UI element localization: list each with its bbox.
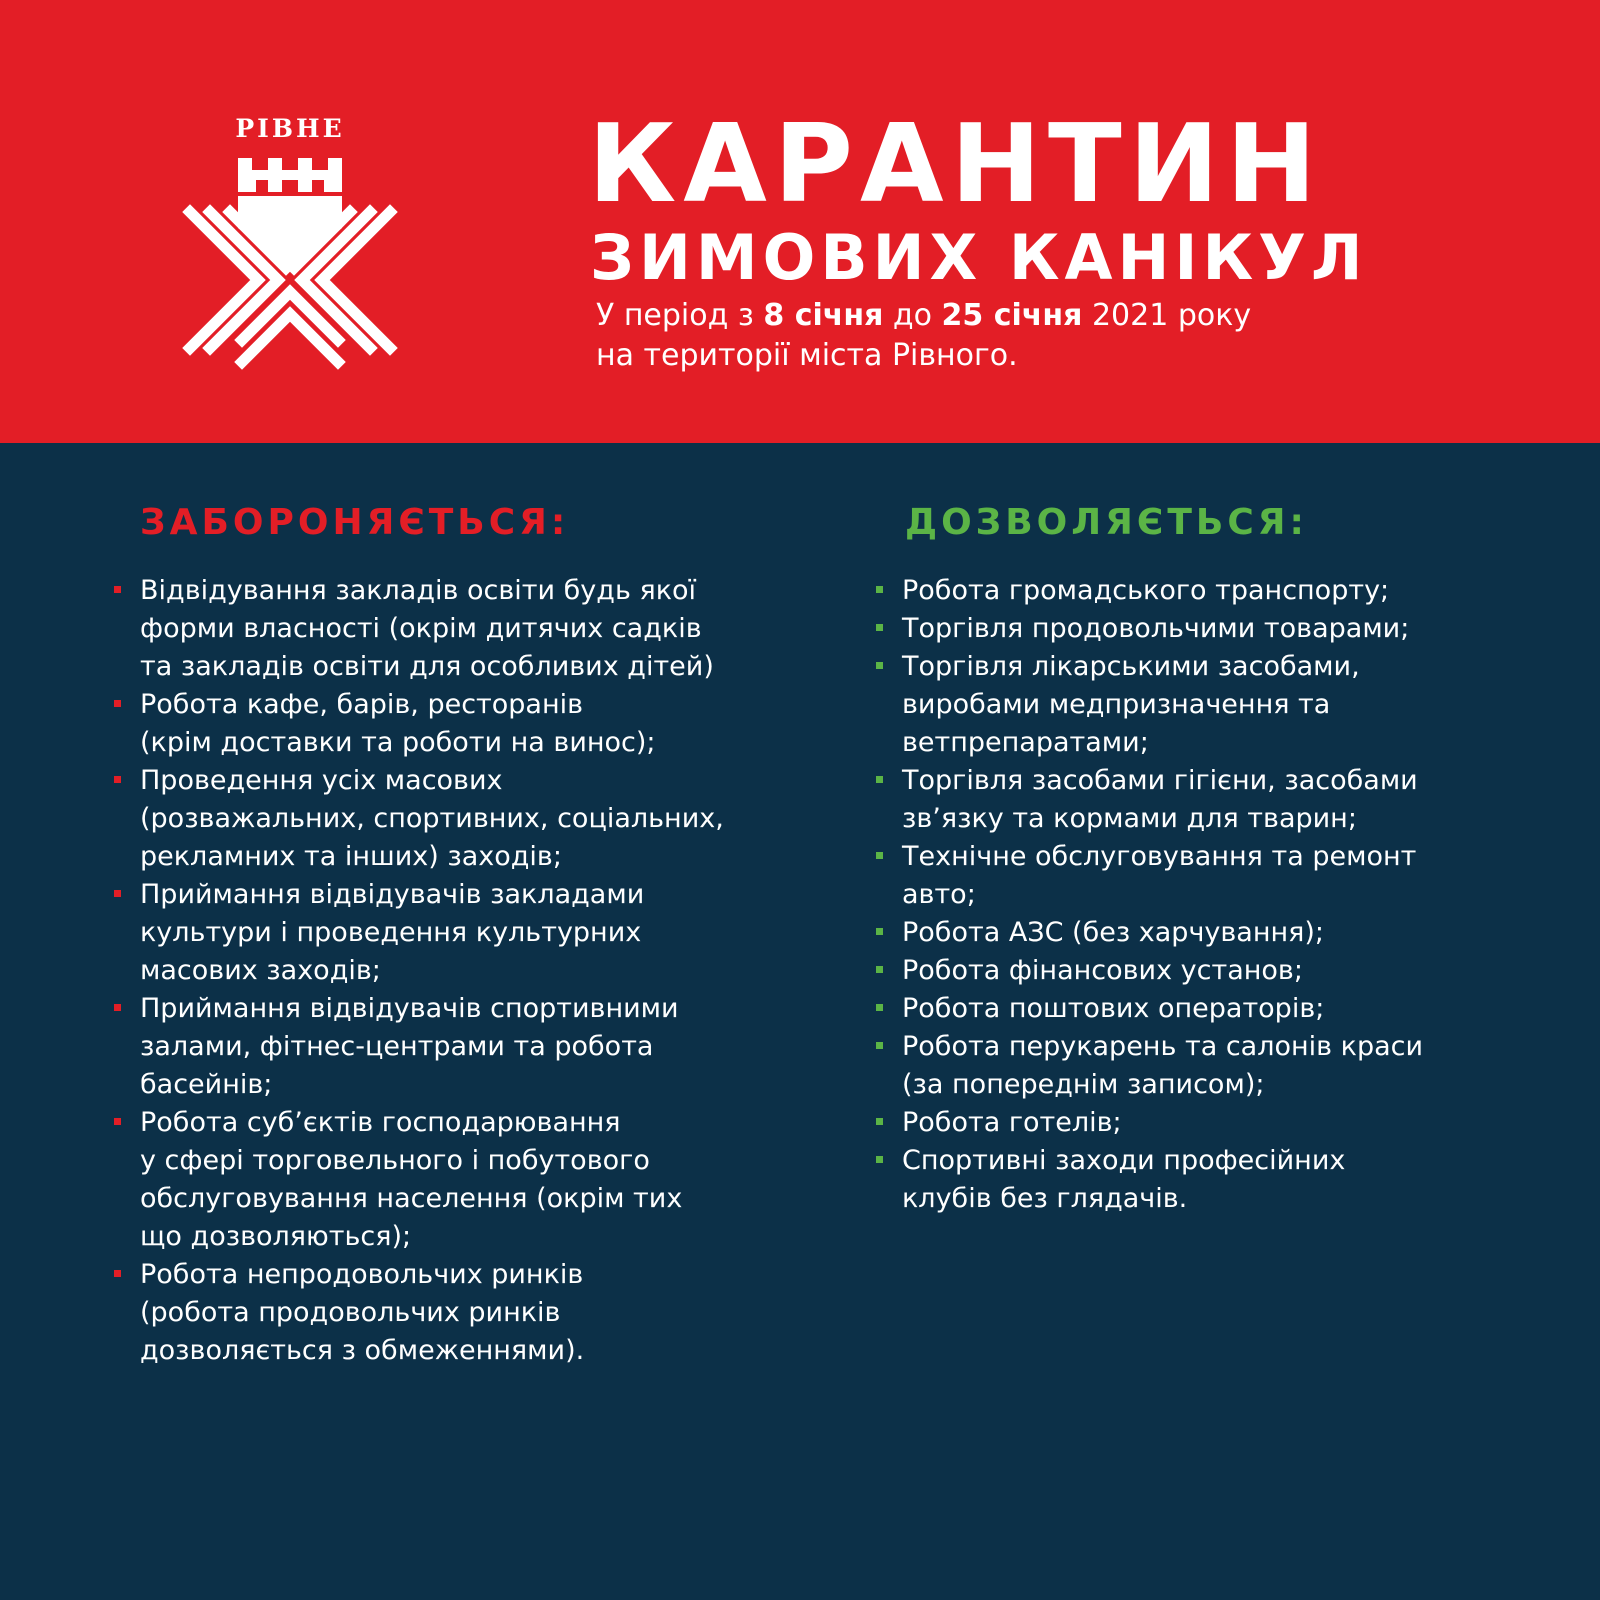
forbidden-item [112, 762, 812, 876]
allowed-item [874, 990, 1589, 1028]
forbidden-item-line: Робота кафе, барів, ресторанів [140, 689, 584, 720]
bullet-icon [114, 776, 121, 783]
bullet-icon [876, 1156, 883, 1163]
logo-text: РІВНЕ [235, 114, 345, 143]
allowed-item-line: Робота поштових операторів; [902, 993, 1325, 1024]
bullet-icon [114, 700, 121, 707]
forbidden-item-line: Проведення усіх масових [140, 765, 503, 796]
bullet-icon [114, 586, 121, 593]
end-date: 25 січня [941, 298, 1083, 333]
forbidden-item-line: культури і проведення культурних [140, 917, 642, 948]
bullet-icon [114, 1270, 121, 1277]
page-title: КАРАНТИН [588, 102, 1324, 227]
period-text [596, 296, 1496, 376]
bullet-icon [876, 928, 883, 935]
allowed-heading: ДОЗВОЛЯЄТЬСЯ: [905, 502, 1308, 543]
bullet-icon [876, 1118, 883, 1125]
allowed-item [874, 1028, 1589, 1104]
forbidden-item-line: у сфері торговельного і побутового [140, 1145, 650, 1176]
bullet-icon [114, 1004, 121, 1011]
allowed-item-line: Робота АЗС (без харчування); [902, 917, 1325, 948]
forbidden-item-line: обслуговування населення (окрім тих [140, 1183, 683, 1214]
allowed-item-line: авто; [902, 879, 976, 910]
forbidden-item-line: (розважальних, спортивних, соціальних, [140, 803, 724, 834]
forbidden-item-line: Приймання відвідувачів закладами [140, 879, 645, 910]
allowed-item-line: Технічне обслуговування та ремонт [902, 841, 1417, 872]
forbidden-item-line: масових заходів; [140, 955, 381, 986]
allowed-item-line: Робота фінансових установ; [902, 955, 1303, 986]
forbidden-item-line: та закладів освіти для особливих дітей) [140, 651, 714, 682]
forbidden-item-line: басейнів; [140, 1069, 273, 1100]
bullet-icon [876, 662, 883, 669]
allowed-item-line: (за попереднім записом); [902, 1069, 1265, 1100]
forbidden-item [112, 1104, 812, 1256]
start-date: 8 січня [763, 298, 884, 333]
bullet-icon [876, 1042, 883, 1049]
allowed-item [874, 648, 1589, 762]
forbidden-item-line: форми власності (окрім дитячих садків [140, 613, 702, 644]
allowed-item-line: Торгівля засобами гігієни, засобами [902, 765, 1418, 796]
bullet-icon [876, 852, 883, 859]
page-subtitle: ЗИМОВИХ КАНІКУЛ [590, 221, 1368, 294]
bullet-icon [876, 776, 883, 783]
allowed-item [874, 1142, 1589, 1218]
period-line-1 [596, 296, 1496, 336]
bullet-icon [876, 624, 883, 631]
allowed-item [874, 762, 1589, 838]
allowed-item-line: ветпрепаратами; [902, 727, 1149, 758]
forbidden-item-line: (робота продовольчих ринків [140, 1297, 561, 1328]
forbidden-item-line: Відвідування закладів освіти будь якої [140, 575, 697, 606]
allowed-item [874, 914, 1589, 952]
forbidden-item [112, 876, 812, 990]
forbidden-item-line: рекламних та інших) заходів; [140, 841, 562, 872]
city-logo [180, 110, 400, 370]
forbidden-item-line: (крім доставки та роботи на винос); [140, 727, 656, 758]
forbidden-item [112, 572, 812, 686]
allowed-item-line: Робота перукарень та салонів краси [902, 1031, 1424, 1062]
forbidden-item-line: Робота непродовольчих ринків [140, 1259, 584, 1290]
allowed-item [874, 952, 1589, 990]
allowed-item-line: Торгівля лікарськими засобами, [902, 651, 1360, 682]
bullet-icon [114, 1118, 121, 1125]
period-line-2: на території міста Рівного. [596, 338, 1018, 373]
allowed-item [874, 572, 1589, 610]
forbidden-item-line: що дозволяються); [140, 1221, 412, 1252]
period-text-part: У період з [596, 298, 764, 333]
allowed-item-line: Торгівля продовольчими товарами; [902, 613, 1410, 644]
allowed-item-line: виробами медпризначення та [902, 689, 1331, 720]
allowed-item-line: клубів без глядачів. [902, 1183, 1188, 1214]
allowed-list [874, 572, 1589, 1218]
allowed-item-line: Робота громадського транспорту; [902, 575, 1390, 606]
allowed-item [874, 1104, 1589, 1142]
forbidden-item-line: залами, фітнес-центрами та робота [140, 1031, 654, 1062]
forbidden-list [112, 572, 812, 1370]
allowed-item [874, 838, 1589, 914]
bullet-icon [114, 890, 121, 897]
forbidden-item-line: дозволяється з обмеженнями). [140, 1335, 585, 1366]
forbidden-item-line: Приймання відвідувачів спортивними [140, 993, 679, 1024]
forbidden-item [112, 686, 812, 762]
forbidden-heading: ЗАБОРОНЯЄТЬСЯ: [140, 502, 570, 543]
period-text-part: до [883, 298, 942, 333]
bullet-icon [876, 1004, 883, 1011]
allowed-item-line: Робота готелів; [902, 1107, 1122, 1138]
forbidden-item [112, 1256, 812, 1370]
period-text-part: 2021 року [1082, 298, 1252, 333]
allowed-item-line: Спортивні заходи професійних [902, 1145, 1346, 1176]
header-banner [0, 0, 1600, 443]
forbidden-item-line: Робота суб’єктів господарювання [140, 1107, 621, 1138]
bullet-icon [876, 966, 883, 973]
allowed-item [874, 610, 1589, 648]
forbidden-item [112, 990, 812, 1104]
castle-cross-icon [180, 150, 400, 370]
bullet-icon [876, 586, 883, 593]
allowed-item-line: зв’язку та кормами для тварин; [902, 803, 1357, 834]
